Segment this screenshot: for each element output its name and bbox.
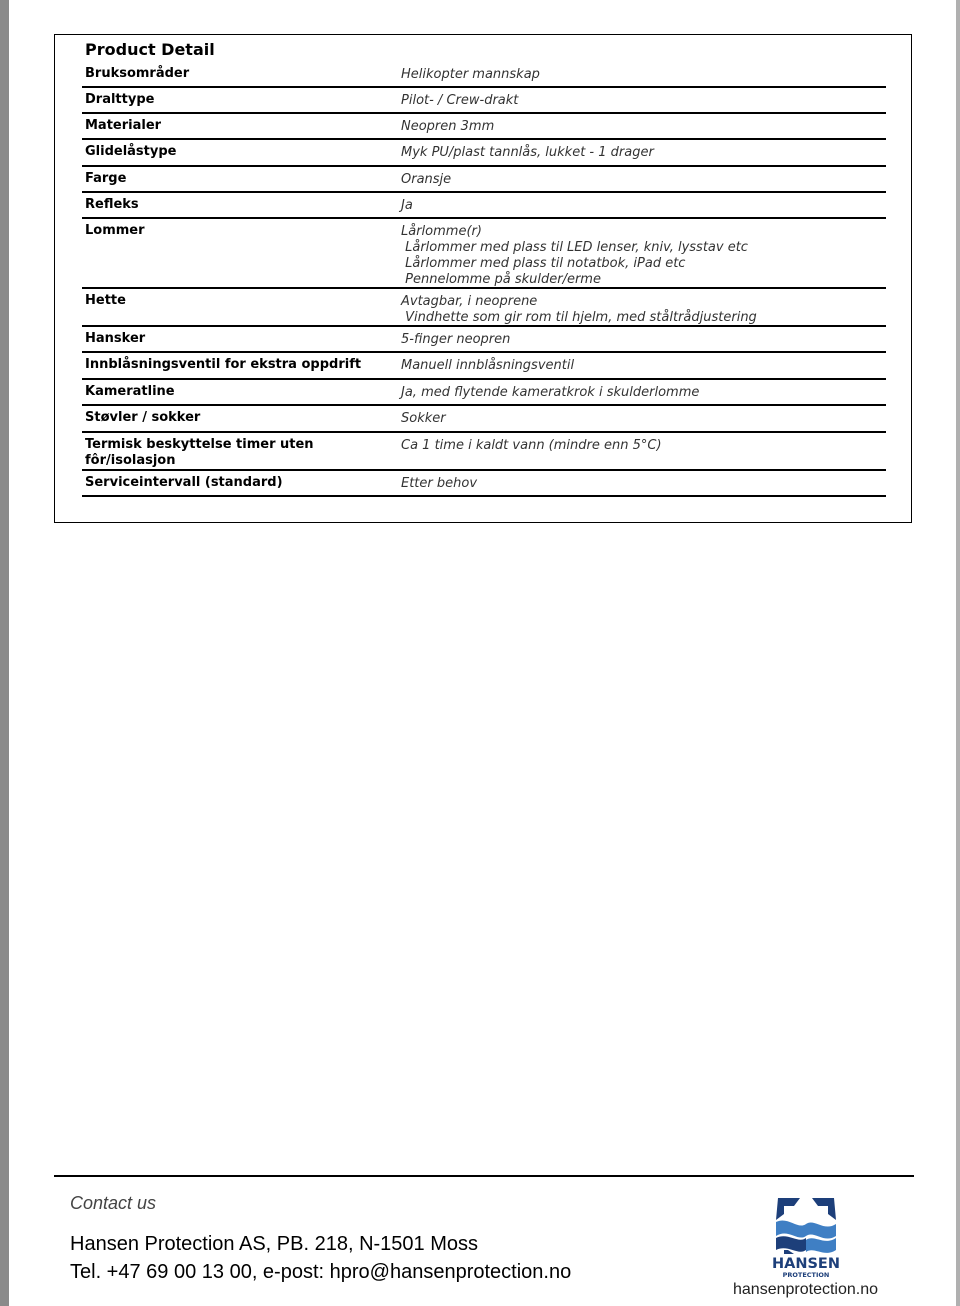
hansen-logo: [762, 1192, 850, 1280]
logo-wordmark: HANSEN: [772, 1256, 840, 1272]
spec-value-line: Pennelomme på skulder/erme: [401, 272, 601, 287]
spec-value-line: Etter behov: [401, 476, 478, 491]
spec-row: [82, 88, 886, 114]
spec-row: [82, 380, 886, 406]
logo-subtext: PROTECTION: [782, 1271, 830, 1279]
spec-label: Serviceintervall (standard): [85, 475, 283, 490]
spec-row: [82, 289, 886, 327]
spec-value-line: Myk PU/plast tannlås, lukket - 1 drager: [401, 145, 654, 160]
spec-value-line: Avtagbar, i neoprene: [401, 294, 538, 309]
spec-label: Termisk beskyttelse timer uten fôr/isolasjon: [85, 437, 314, 468]
website-link[interactable]: hansenprotection.no: [733, 1281, 878, 1298]
footer-divider: [54, 1175, 914, 1177]
spec-value: [398, 88, 886, 109]
spec-value: [398, 471, 886, 492]
hansen-logo-mark: [776, 1198, 836, 1254]
spec-value: [398, 327, 886, 348]
spec-row: [82, 327, 886, 353]
spec-value-line: Lårlomme(r): [401, 224, 482, 239]
spec-row: [82, 219, 886, 289]
spec-label: Refleks: [85, 197, 139, 212]
spec-value-line: Helikopter mannskap: [401, 67, 540, 82]
spec-value-line: Ja, med flytende kameratkrok i skulderlomme: [401, 385, 700, 400]
product-detail-title: Product Detail: [85, 40, 215, 59]
spec-value-line: Sokker: [401, 411, 446, 426]
page-left-edge: [0, 0, 9, 1306]
spec-label: Kameratline: [85, 384, 175, 399]
spec-value-line: Manuell innblåsningsventil: [401, 358, 575, 373]
spec-value: [398, 289, 886, 326]
spec-value-line: Oransje: [401, 172, 452, 187]
spec-label: Hette: [85, 293, 126, 308]
spec-row: [82, 193, 886, 219]
spec-value: [398, 114, 886, 135]
spec-row: [82, 433, 886, 471]
spec-row: [82, 406, 886, 433]
spec-row: [82, 471, 886, 497]
spec-label: Materialer: [85, 118, 162, 133]
company-address: Hansen Protection AS, PB. 218, N-1501 Moss: [70, 1233, 478, 1255]
spec-value-line: Lårlommer med plass til LED lenser, kniv, lysstav etc: [401, 240, 748, 255]
spec-value-line: Neopren 3mm: [401, 119, 495, 134]
spec-value: [398, 167, 886, 188]
spec-value: [398, 406, 886, 427]
spec-row: [82, 114, 886, 140]
spec-label: Hansker: [85, 331, 146, 346]
spec-label: Støvler / sokker: [85, 410, 201, 425]
spec-value: [398, 62, 886, 83]
spec-row: [82, 140, 886, 167]
spec-value: [398, 140, 886, 161]
spec-label: Farge: [85, 171, 127, 186]
spec-label: Dralttype: [85, 92, 155, 107]
contact-heading: Contact us: [70, 1193, 157, 1213]
spec-table: [82, 62, 886, 497]
spec-value-line: Ja: [401, 198, 413, 213]
spec-value: [398, 433, 886, 454]
spec-value-line: Ca 1 time i kaldt vann (mindre enn 5°C): [401, 438, 662, 453]
spec-label: Lommer: [85, 223, 145, 238]
spec-label: Glidelåstype: [85, 144, 177, 159]
spec-value: [398, 380, 886, 401]
spec-row: [82, 353, 886, 380]
spec-label: Innblåsningsventil for ekstra oppdrift: [85, 357, 362, 372]
spec-value: [398, 353, 886, 374]
spec-row: [82, 167, 886, 193]
spec-value-line: Lårlommer med plass til notatbok, iPad etc: [401, 256, 686, 271]
spec-value: [398, 193, 886, 214]
spec-value-line: Vindhette som gir rom til hjelm, med ståltrådjustering: [401, 310, 757, 325]
spec-value-line: 5-finger neopren: [401, 332, 511, 347]
page-right-edge: [956, 0, 960, 1306]
product-detail-box: [54, 34, 912, 523]
spec-value: [398, 219, 886, 288]
spec-row: [82, 62, 886, 88]
company-phone-email: Tel. +47 69 00 13 00, e-post: hpro@hansenprotection.no: [70, 1261, 572, 1283]
spec-label: Bruksområder: [85, 66, 190, 81]
spec-value-line: Pilot- / Crew-drakt: [401, 93, 519, 108]
